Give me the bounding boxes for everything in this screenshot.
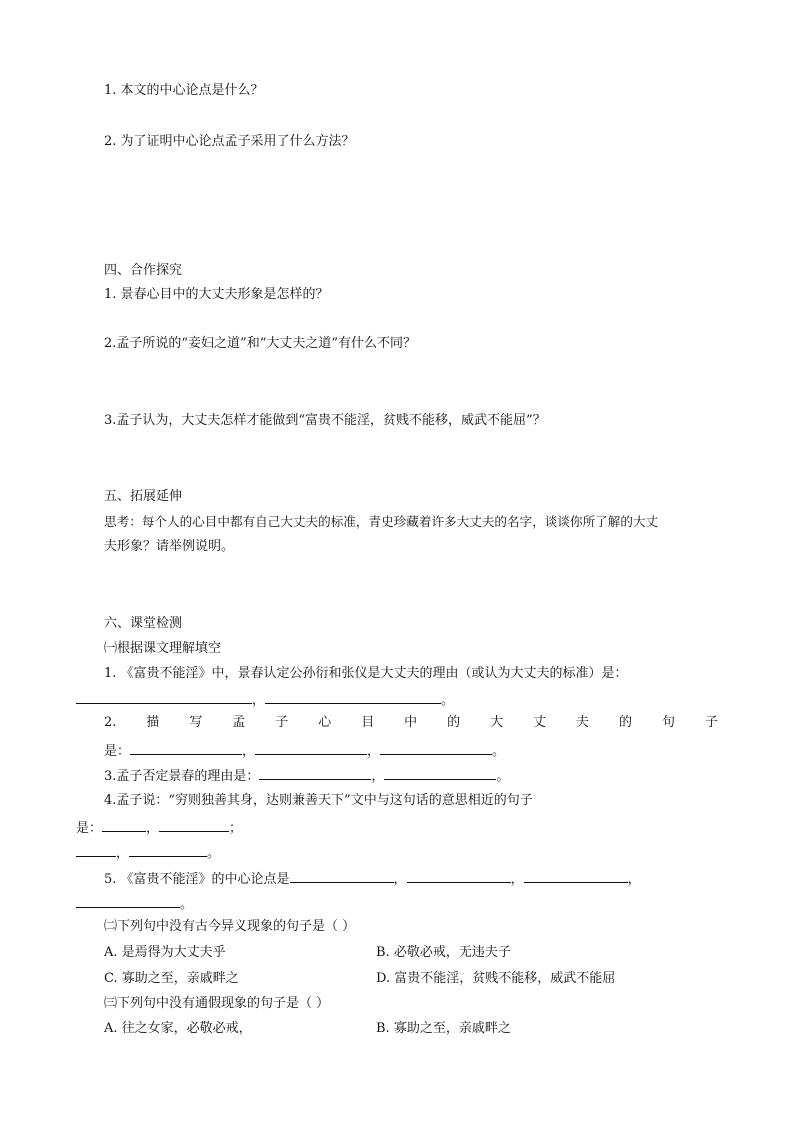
section-6-heading: 六、课堂检测 bbox=[104, 616, 183, 631]
part-3-option-a[interactable]: A. 往之女家，必敬必戒， bbox=[104, 1021, 252, 1036]
answer-blank[interactable] bbox=[265, 690, 441, 704]
s4-question-2: 2.孟子所说的“妾妇之道”和“大丈夫之道”有什么不同？ bbox=[104, 336, 416, 351]
fill-1-text: 1. 《富贵不能淫》中，景春认定公孙衍和张仪是大丈夫的理由（或认为大丈夫的标准）是： bbox=[104, 666, 628, 681]
s5-line-2: 夫形象？请举例说明。 bbox=[104, 539, 235, 554]
answer-blank[interactable] bbox=[159, 818, 229, 832]
answer-blank[interactable] bbox=[102, 818, 146, 832]
fill-5-answer-line-2: 。 bbox=[76, 894, 193, 914]
part-2-option-a[interactable]: A. 是焉得为大丈夫乎 bbox=[104, 945, 226, 960]
answer-blank[interactable] bbox=[407, 869, 511, 883]
section-4-heading: 四、合作探究 bbox=[104, 263, 183, 278]
answer-blank[interactable] bbox=[380, 741, 492, 755]
fill-2-answer-line: 是： ， ， 。 bbox=[104, 741, 505, 761]
part-2-option-c[interactable]: C. 寡助之至，亲戚畔之 bbox=[104, 971, 239, 986]
s4-question-3: 3.孟子认为，大丈夫怎样才能做到“富贵不能淫，贫贱不能移，威武不能屈”？ bbox=[104, 413, 546, 428]
answer-blank[interactable] bbox=[130, 741, 242, 755]
fill-5: 5. 《富贵不能淫》的中心论点是 ， ， ， bbox=[104, 869, 641, 889]
answer-blank[interactable] bbox=[76, 690, 252, 704]
answer-blank[interactable] bbox=[259, 766, 371, 780]
part-3-option-b[interactable]: B. 寡助之至，亲戚畔之 bbox=[376, 1021, 511, 1036]
section-5-heading: 五、拓展延伸 bbox=[104, 489, 183, 504]
answer-blank[interactable] bbox=[290, 869, 394, 883]
question-1: 1. 本文的中心论点是什么？ bbox=[104, 83, 264, 98]
part-1-heading: ㈠根据课文理解填空 bbox=[104, 641, 222, 656]
part-2-question: ㈡下列句中没有古今异义现象的句子是（ ） bbox=[104, 919, 356, 934]
part-3-question: ㈢下列句中没有通假现象的句子是（ ） bbox=[104, 996, 330, 1011]
fill-3: 3.孟子否定景春的理由是： ， 。 bbox=[104, 766, 509, 786]
fill-1-answer-line: ， 。 bbox=[76, 690, 454, 710]
fill-4-text: 4.孟子说：“穷则独善其身，达则兼善天下”文中与这句话的意思相近的句子 bbox=[104, 793, 533, 808]
fill-4-answer-line-1: 是： ， ； bbox=[76, 818, 242, 838]
s5-line-1: 思考：每个人的心目中都有自己大丈夫的标准，青史珍藏着许多大丈夫的名字，谈谈你所了解的大丈 bbox=[104, 514, 659, 529]
answer-blank[interactable] bbox=[384, 766, 496, 780]
part-2-option-d[interactable]: D. 富贵不能淫，贫贱不能移，威武不能屈 bbox=[376, 971, 616, 986]
answer-blank[interactable] bbox=[129, 843, 207, 857]
part-2-option-b[interactable]: B. 必敬必戒，无违夫子 bbox=[376, 945, 511, 960]
s4-question-1: 1. 景春心目中的大丈夫形象是怎样的？ bbox=[104, 287, 329, 302]
answer-blank[interactable] bbox=[255, 741, 367, 755]
answer-blank[interactable] bbox=[76, 894, 180, 908]
answer-blank[interactable] bbox=[524, 869, 628, 883]
answer-blank[interactable] bbox=[76, 843, 116, 857]
question-2: 2. 为了证明中心论点孟子采用了什么方法？ bbox=[104, 134, 355, 149]
fill-2-text: 2. 描 写 孟 子 心 目 中 的 大 丈 夫 的 句 子 bbox=[104, 715, 718, 730]
fill-4-answer-line-2: ， 。 bbox=[76, 843, 220, 863]
